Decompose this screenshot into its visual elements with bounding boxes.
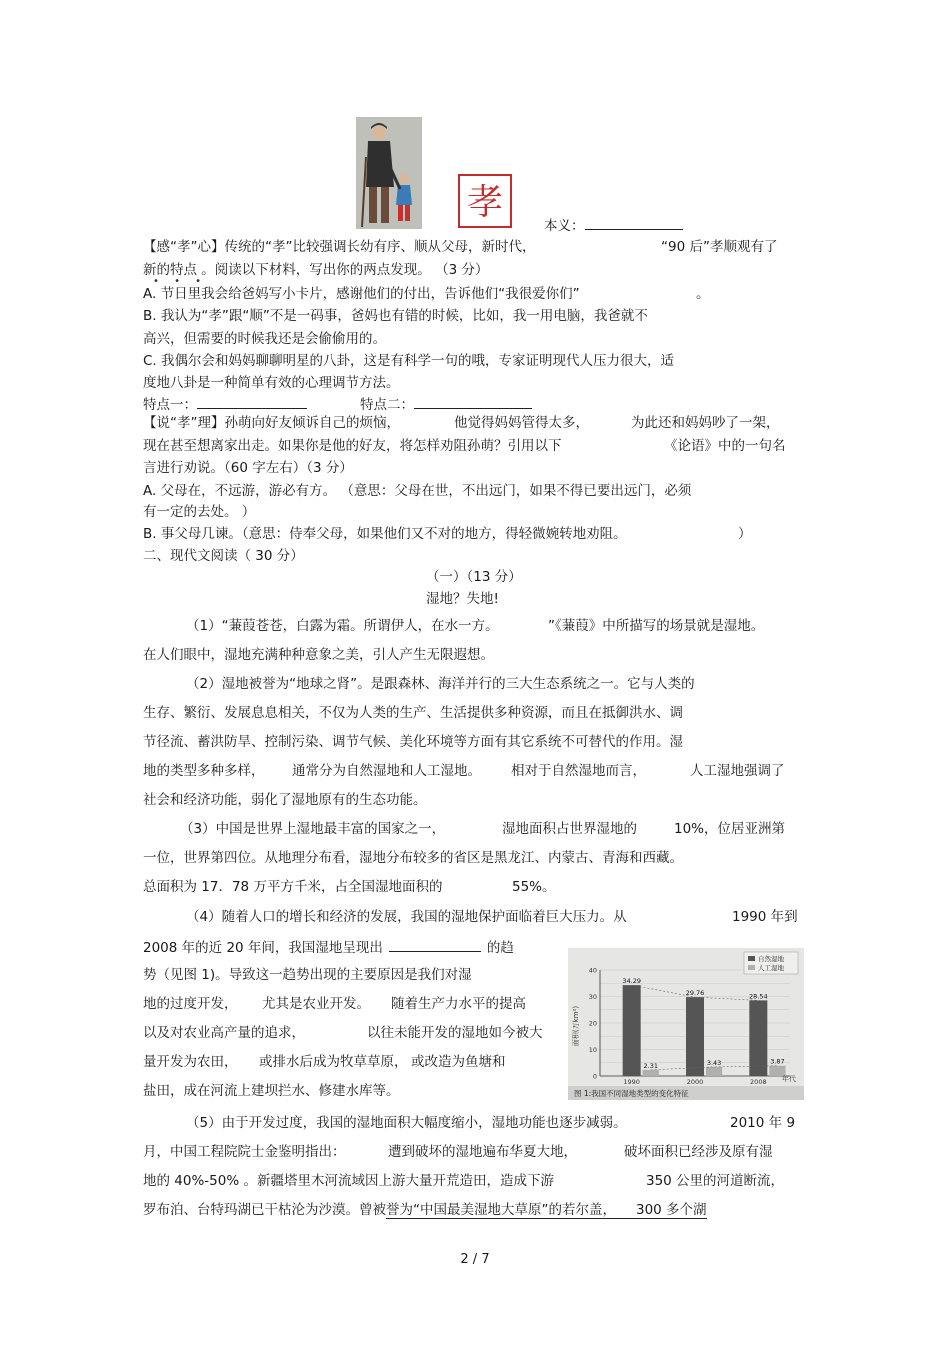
feature-two-blank[interactable]: [414, 394, 532, 409]
p2-line-a: （2）湿地被誉为“地球之肾”。是跟森林、海洋并行的三大生态系统之一。它与人类的: [186, 676, 695, 692]
p5-line-c1: 地的 40%-50% 。新疆塔里木河流域因上游大量开荒造田，造成下游: [143, 1173, 554, 1189]
p2-line-d2: 通常分为自然湿地和人工湿地。: [292, 763, 481, 779]
shuo-line-1b: 他觉得妈妈管得太多，: [454, 415, 589, 431]
gan-option-c-2: 度地八卦是一种简单有效的心理调节方法。: [143, 375, 400, 391]
chart-data-label: 3.43: [706, 1058, 722, 1067]
p5-line-c2: 350 公里的河道断流，: [646, 1173, 785, 1189]
p1-line-a: （1）“蒹葭苍苍，白露为霜。所谓伊人，在水一方。: [186, 618, 499, 634]
feature-two: [360, 394, 532, 414]
gan-option-a-end: 。: [696, 286, 710, 302]
wetland-area-chart: [568, 948, 804, 1100]
p4-line-d2: 尤其是农业开发。: [262, 996, 370, 1012]
chart-xtick-label: 1990: [623, 1078, 640, 1086]
p5-line-b2: 遭到破坏的湿地遍布华夏大地，: [388, 1144, 577, 1160]
chart-legend-swatch: [748, 965, 755, 970]
shuo-option-b-end: ）: [738, 526, 752, 542]
article-title: 湿地？失地!: [426, 591, 499, 607]
p2-line-c: 节径流、蓄洪防旱、控制污染、调节气候、美化环境等方面有其它系统不可替代的作用。湿: [143, 734, 683, 750]
gan-line-2: 新的特点 。阅读以下材料，写出你的两点发现。 （3 分）: [143, 262, 489, 278]
chart-ytick-label: 20: [588, 1019, 597, 1028]
p5-line-e2: 300 多个湖: [616, 1202, 707, 1219]
p5-line-b3: 破坏面积已经涉及原有湿: [624, 1144, 773, 1160]
section-two-title: 二、现代文阅读（ 30 分）: [143, 548, 304, 564]
chart-xlabel: 年代: [782, 1075, 796, 1083]
chart-data-label: 28.54: [749, 992, 768, 1001]
p4-line-d1: 地的过度开发，: [143, 996, 238, 1012]
benyi-line: [544, 215, 683, 235]
gan-option-b-1: B. 我认为“孝”跟“顺”不是一码事，爸妈也有错的时候，比如，我一用电脑，我爸就不: [143, 308, 648, 324]
feature-one: [143, 394, 307, 414]
shuo-line-3: 言进行劝说。（60 字左右）（3 分）: [143, 460, 353, 476]
gan-option-c-1: C. 我偶尔会和妈妈聊聊明星的八卦，这是有科学一句的哦，专家证明现代人压力很大，适: [143, 353, 675, 369]
seal-glyph: 孝: [466, 182, 504, 223]
p1-line-c: 在人们眼中，湿地充满种种意象之美，引人产生无限遐想。: [143, 647, 494, 663]
p4-line-a2: 1990 年到: [732, 909, 798, 925]
feature-one-label: 特点一：: [143, 397, 197, 413]
gan-line-1a: 【感“孝”心】传统的“孝”比较强调长幼有序、顺从父母，新时代，: [143, 239, 536, 255]
p2-line-d4: 人工湿地强调了: [690, 763, 785, 779]
chart-bar-artificial: [643, 1070, 659, 1076]
benyi-label: 本义：: [544, 218, 585, 234]
shuo-option-b: B. 事父母几谏。（意思：侍奉父母，如果他们又不对的地方，得轻微婉转地劝阻。: [143, 526, 627, 542]
p4-line-b2: 的趋: [486, 940, 514, 956]
p3-line-a2: 湿地面积占世界湿地的: [502, 821, 637, 837]
chart-data-label: 3.87: [770, 1057, 785, 1066]
page-number: 2 / 7: [460, 1252, 490, 1267]
chart-ytick-label: 0: [592, 1072, 597, 1081]
p2-line-e: 社会和经济功能，弱化了湿地原有的生态功能。: [143, 792, 427, 808]
p4-line-b: [143, 937, 514, 957]
shuo-option-a-2: 有一定的去处。 ）: [143, 504, 256, 520]
p4-line-c: 势（见图 1)。导致这一趋势出现的主要原因是我们对湿: [143, 967, 472, 983]
chart-legend-label: 自然湿地: [758, 955, 784, 963]
chart-bar-natural: [623, 985, 641, 1076]
p2-line-d1: 地的类型多种多样，: [143, 763, 265, 779]
chart-title: 图 1:我国不同湿地类型的变化特征: [574, 1089, 689, 1098]
feature-two-label: 特点二：: [360, 397, 414, 413]
p4-line-d3: 随着生产力水平的提高: [391, 996, 526, 1012]
emphasis-dots: • • •: [153, 276, 208, 287]
p3-line-b: 一位，世界第四位。从地理分布看，湿地分布较多的省区是黑龙江、内蒙古、青海和西藏。: [143, 850, 683, 866]
elder-and-child-illustration: [356, 117, 422, 229]
shuo-option-a-1: A. 父母在，不远游，游必有方。 （意思：父母在世，不出远门，如果不得已要出远门，必须: [143, 483, 692, 499]
p5-line-e1: 誉为“中国最美湿地大草原”的若尔盖，: [386, 1202, 616, 1218]
chart-ytick-label: 30: [588, 993, 597, 1001]
p4-line-e1: 以及对农业高产量的追求，: [143, 1025, 305, 1041]
chart-ylabel: 面积(万km²): [572, 1005, 580, 1047]
chart-bar-natural: [749, 1000, 767, 1076]
p4-line-f2: 或排水后成为牧草草原，: [259, 1054, 408, 1070]
chart-data-label: 2.31: [643, 1061, 659, 1070]
p2-line-d3: 相对于自然湿地而言，: [511, 763, 646, 779]
chart-xtick-label: 2008: [750, 1078, 767, 1086]
chart-ytick-label: 40: [588, 966, 597, 975]
p3-line-a1: （3）中国是世界上湿地最丰富的国家之一，: [180, 821, 446, 837]
gan-line-1b: “90 后”孝顺观有了: [661, 239, 778, 255]
p5-line-a2: 2010 年 9: [730, 1115, 796, 1131]
subsection-title: （一）（13 分）: [426, 569, 522, 585]
p3-line-a3: 10%，位居亚洲第: [674, 821, 786, 837]
gan-option-a: A. 节日里我会给爸妈写小卡片，感谢他们的付出，告诉他们“我很爱你们”: [143, 286, 580, 302]
xiao-seal-character: [456, 172, 514, 230]
p2-line-b: 生存、繁衍、发展息息相关，不仅为人类的生产、生活提供多种资源，而且在抵御洪水、调: [143, 705, 683, 721]
p5-line-b1: 月，中国工程院院士金鉴明指出：: [143, 1144, 346, 1160]
p4-line-f1: 量开发为农田，: [143, 1054, 238, 1070]
chart-xtick-label: 2000: [686, 1078, 704, 1086]
chart-legend-swatch: [748, 956, 755, 961]
p4-line-e2: 以往未能开发的湿地如今被大: [367, 1025, 543, 1041]
p5-line-d: [143, 1201, 707, 1219]
gan-option-b-2: 高兴，但需要的时候我还是会偷偷用的。: [143, 331, 386, 347]
shuo-line-2b: 《论语》中的一句名: [664, 438, 786, 454]
chart-legend-label: 人工湿地: [758, 964, 784, 972]
shuo-line-1a: 【说“孝”理】孙萌向好友倾诉自己的烦恼，: [143, 415, 400, 431]
p4-line-f3: 或改造为鱼塘和: [411, 1054, 506, 1070]
chart-data-label: 34.29: [622, 977, 641, 986]
p4-line-b1: 2008 年的近 20 年间，我国湿地呈现出: [143, 940, 383, 956]
benyi-answer-blank[interactable]: [585, 215, 683, 230]
p5-line-d-text: 罗布泊、台特玛湖已干枯沦为沙漠。曾被: [143, 1202, 386, 1218]
chart-bar-artificial: [706, 1067, 722, 1076]
p5-line-a1: （5）由于开发过度，我国的湿地面积大幅度缩小，湿地功能也逐步减弱。: [186, 1115, 627, 1131]
shuo-line-1c: 为此还和妈妈吵了一架，: [631, 415, 780, 431]
p1-line-b: ”《蒹葭》中所描写的场景就是湿地。: [548, 618, 765, 634]
feature-one-blank[interactable]: [197, 394, 307, 409]
chart-ytick-label: 10: [588, 1046, 597, 1054]
p4-line-g: 盐田，成在河流上建坝拦水、修建水库等。: [143, 1083, 400, 1099]
p3-line-c2: 55%。: [512, 879, 556, 895]
p3-line-c1: 总面积为 17．78 万平方千米，占全国湿地面积的: [143, 879, 443, 895]
chart-legend: [744, 952, 798, 974]
chart-bar-natural: [686, 997, 704, 1076]
chart-data-label: 29.76: [685, 989, 705, 998]
p4-line-a1: （4）随着人口的增长和经济的发展，我国的湿地保护面临着巨大压力。从: [186, 909, 627, 925]
trend-answer-blank[interactable]: [389, 937, 481, 952]
shuo-line-2a: 现在甚至想离家出走。如果你是他的好友，将怎样劝阻孙萌？引用以下: [143, 438, 562, 454]
